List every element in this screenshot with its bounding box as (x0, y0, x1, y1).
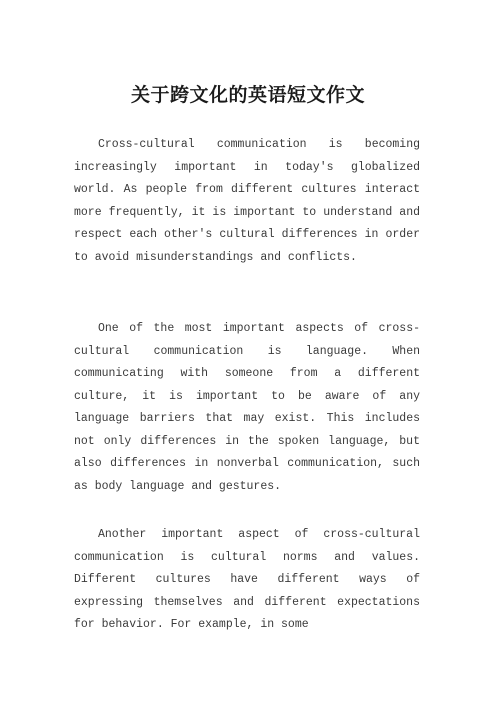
paragraph-1: Cross-cultural communication is becoming increasingly important in today's globalized world. As people from different cultures interact more frequently, it is important to understand and respect each other's cultural differences in order to avoid misunderstandings and conflicts. (74, 138, 420, 264)
paragraph-3: Another important aspect of cross-cultural communication is cultural norms and values. Different cultures have different ways of expressing themselves and different expectations for behavior. For example, in some (74, 528, 420, 631)
document-title: 关于跨文化的英语短文作文 (130, 84, 365, 106)
paragraph-2: One of the most important aspects of cross-cultural communication is language. When communicating with someone from a different culture, it is important to be aware of any language barriers that may exist. This includes not only differences in the spoken language, but also differences in nonverbal communication, such as body language and gestures. (74, 322, 420, 493)
